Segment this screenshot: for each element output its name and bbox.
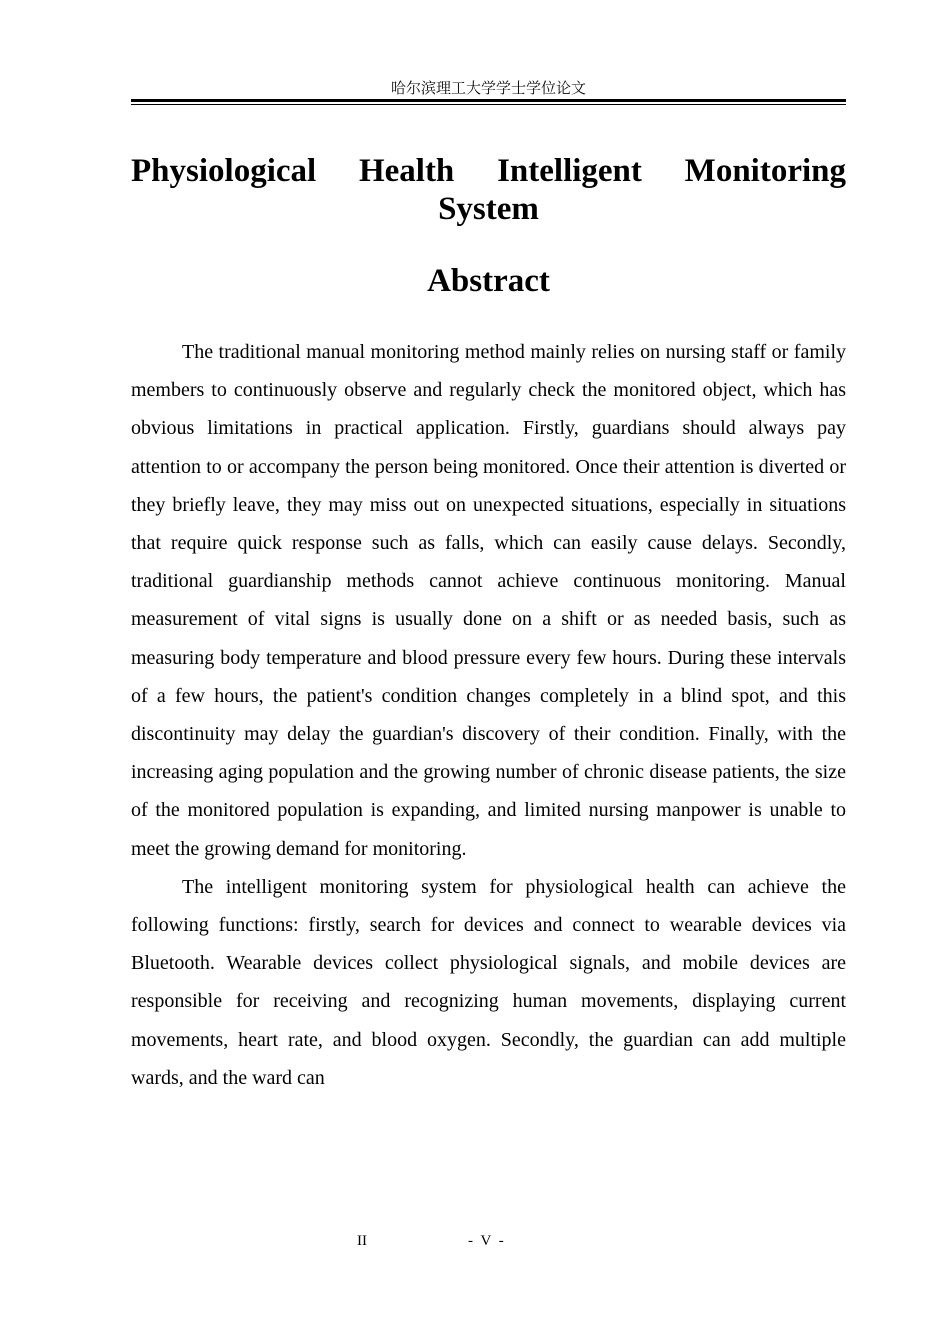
abstract-heading: Abstract xyxy=(427,263,550,299)
header-rule-thin xyxy=(131,104,846,105)
running-header: 哈尔滨理工大学学士学位论文 xyxy=(390,79,586,97)
thesis-title: Physiological Health Intelligent Monitoring System xyxy=(131,153,846,227)
abstract-body xyxy=(131,333,846,1097)
footer-section-numeral: II xyxy=(357,1233,367,1249)
header-rule-thick xyxy=(131,99,846,102)
abstract-paragraph-2: The intelligent monitoring system for physiological health can achieve the following functions: firstly, search for devices and connect to wearable devices via Bluetooth. Wearable devices collect physiological signals, and mobile devices are responsible for receiving and recognizing human movements, displaying current movements, heart rate, and blood oxygen. Secondly, the guardian can add multiple wards, and the ward can xyxy=(131,875,846,1089)
footer-page-number: - V - xyxy=(468,1233,504,1249)
abstract-paragraph-1: The traditional manual monitoring method mainly relies on nursing staff or family members to continuously observe and regularly check the monitored object, which has obvious limitations in practical application. Firstly, guardians should always pay attention to or accompany the person being monitored. Once their attention is diverted or they briefly leave, they may miss out on unexpected situations, especially in situations that require quick response such as falls, which can easily cause delays. Secondly, traditional guardianship methods cannot achieve continuous monitoring. Manual measurement of vital signs is usually done on a shift or as needed basis, such as measuring body temperature and blood pressure every few hours. During these intervals of a few hours, the patient's condition changes completely in a blind spot, and this discontinuity may delay the guardian's discovery of their condition. Finally, with the increasing aging population and the growing number of chronic disease patients, the size of the monitored population is expanding, and limited nursing manpower is unable to meet the growing demand for monitoring. xyxy=(131,341,846,860)
